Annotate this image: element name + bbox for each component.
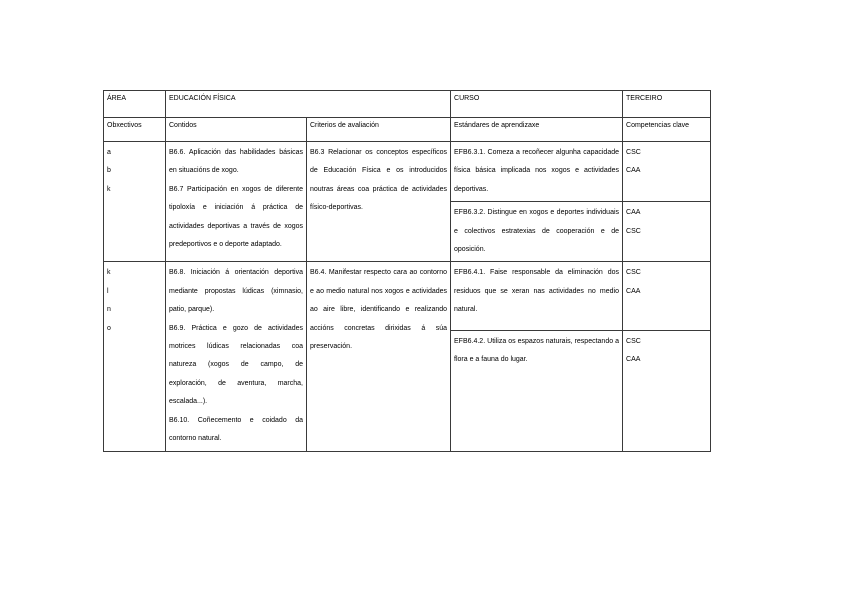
objective-letter: b <box>107 167 111 175</box>
table-row <box>104 262 711 330</box>
table-row <box>104 142 711 202</box>
contido-paragraph: B6.7 Participación en xogos de diferente tipoloxía e iniciación á práctica de actividades deportivas a través de xogos predeportivos e o deporte adaptado. <box>169 185 303 249</box>
cell-competencias-2-1 <box>623 262 711 330</box>
criterio-paragraph: B6.3 Relacionar os conceptos específicos de Educación Física e os introducidos noutras áreas coa práctica de actividades físico-deportivas. <box>310 149 448 212</box>
competency-code: CSC <box>626 269 641 277</box>
cell-obxectivos-1 <box>104 142 166 262</box>
header-obxectivos: Obxectivos <box>104 118 166 142</box>
objective-letter: n <box>107 306 111 314</box>
criterio-paragraph: B6.4. Manifestar respecto cara ao contorno e ao medio natural nos xogos e actividades ao aire libre, identificando e realizando accións concretas dirixidas á súa preservación. <box>310 269 448 351</box>
cell-estandar-2-1 <box>451 262 623 330</box>
contido-paragraph: B6.10. Coñecemento e coidado da contorno natural. <box>169 416 303 443</box>
cell-criterios-2 <box>307 262 451 451</box>
header-curso-value: TERCEIRO <box>623 91 711 118</box>
cell-contidos-2 <box>166 262 307 451</box>
header-subject: EDUCACIÓN FÍSICA <box>166 91 451 118</box>
header-area: ÁREA <box>104 91 166 118</box>
objective-letter: a <box>107 149 111 156</box>
objective-letter: l <box>107 287 109 295</box>
competency-code: CSC <box>626 227 641 235</box>
objective-letter: k <box>107 185 111 193</box>
objective-letter: o <box>107 324 111 332</box>
competency-code: CAA <box>626 356 641 364</box>
contido-paragraph: B6.6. Aplicación das habilidades básicas en situacións de xogo. <box>169 149 303 175</box>
estandar-paragraph: EFB6.3.2. Distingue en xogos e deportes individuais e colectivos estratexias de cooperación e de oposición. <box>454 209 620 254</box>
objective-letter: k <box>107 269 111 277</box>
contido-paragraph: B6.9. Práctica e gozo de actividades motrices lúdicas relacionadas coa natureza (xogos de campo, de exploración, de aventura, marcha, escalada...). <box>169 324 303 406</box>
header-contidos: Contidos <box>166 118 307 142</box>
header-curso-label: CURSO <box>451 91 623 118</box>
competency-code: CSC <box>626 149 641 156</box>
cell-estandar-1-2 <box>451 202 623 262</box>
competency-code: CAA <box>626 287 641 295</box>
estandar-paragraph: EFB6.4.1. Faise responsable da eliminación dos residuos que se xeran nas actividades no medio natural. <box>454 269 620 314</box>
cell-contidos-1 <box>166 142 307 262</box>
header-competencias: Competencias clave <box>623 118 711 142</box>
header-estandares: Estándares de aprendizaxe <box>451 118 623 142</box>
estandar-paragraph: EFB6.3.1. Comeza a recoñecer algunha capacidade física básica implicada nos xogos e actividades deportivas. <box>454 149 620 193</box>
table-header-row-1 <box>104 91 711 118</box>
curriculum-table <box>103 90 711 452</box>
estandar-paragraph: EFB6.4.2. Utiliza os espazos naturais, respectando a flora e a fauna do lugar. <box>454 337 620 364</box>
competency-code: CAA <box>626 167 641 175</box>
cell-obxectivos-2 <box>104 262 166 451</box>
cell-estandar-1-1 <box>451 142 623 202</box>
cell-competencias-1-2 <box>623 202 711 262</box>
table-header-row-2 <box>104 118 711 142</box>
competency-code: CAA <box>626 209 641 217</box>
competency-code: CSC <box>626 337 641 345</box>
cell-criterios-1 <box>307 142 451 262</box>
contido-paragraph: B6.8. Iniciación á orientación deportiva mediante propostas lúdicas (ximnasio, patio, parque). <box>169 269 303 314</box>
cell-competencias-1-1 <box>623 142 711 202</box>
header-criterios: Criterios de avaliación <box>307 118 451 142</box>
cell-competencias-2-2 <box>623 330 711 451</box>
cell-estandar-2-2 <box>451 330 623 451</box>
